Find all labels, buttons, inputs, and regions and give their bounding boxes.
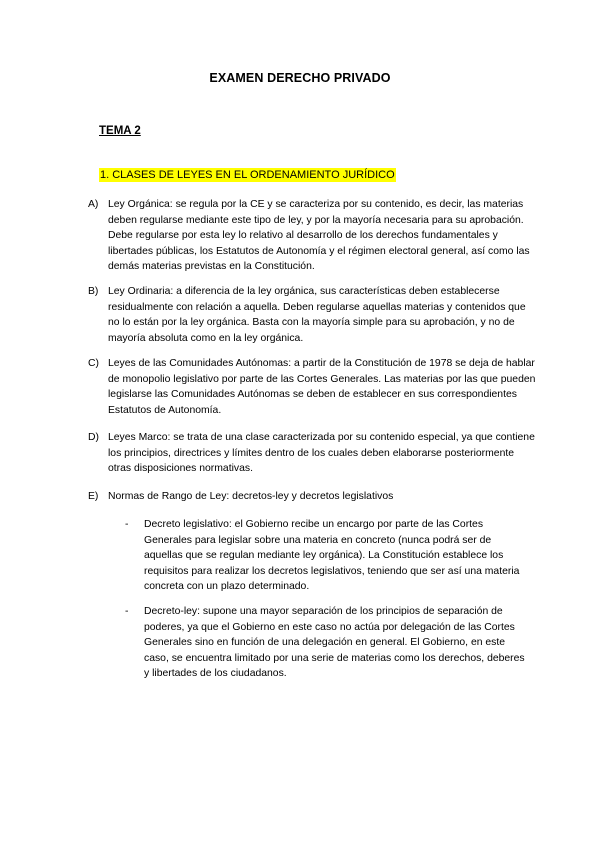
list-item-text: Leyes Marco: se trata de una clase caracterizada por su contenido especial, ya que contiene los principios, directrices y límites dentro de los cuales deben elaborarse posteriormente otras disposiciones normativas.: [108, 432, 535, 475]
list-item-a: [88, 197, 538, 275]
list-item-text: Leyes de las Comunidades Autónomas: a partir de la Constitución de 1978 se deja de hablar de monopolio legislativo por parte de las Cortes Generales. Las materias por las que pueden legislarse las Comunidades Autónomas se deben de establecer en sus correspondientes Estatutos de Autonomía.: [108, 358, 536, 416]
list-item-text: Ley Orgánica: se regula por la CE y se caracteriza por su contenido, es decir, las materias deben regularse mediante este tipo de ley, y por la mayoría necesaria para su aprobación. Debe regularse por esta ley lo relativo al desarrollo de los derechos fundamentales y libertades públicas, los Estatutos de Autonomía y el régimen electoral general, así como las demás materias previstas en la Constitución.: [108, 199, 530, 273]
list-item-d: [88, 430, 538, 477]
list-item-text: Normas de Rango de Ley: decretos-ley y decretos legislativos: [108, 491, 394, 502]
sublist-item-decreto-ley: [125, 604, 530, 682]
list-marker: E): [88, 491, 99, 502]
section-heading: 1. CLASES DE LEYES EN EL ORDENAMIENTO JURÍDICO: [100, 169, 395, 181]
list-item-c: [88, 356, 538, 418]
document-title: EXAMEN DERECHO PRIVADO: [209, 71, 391, 85]
sublist-item-text: Decreto-ley: supone una mayor separación de los principios de separación de poderes, ya que el Gobierno en este caso no actúa por delegación de las Cortes Generales sino en función de una delegación en general. El Gobierno, en este caso, se encuentra limitado por una serie de materias como los derechos, deberes y libertades de los ciudadanos.: [144, 606, 525, 680]
list-item-b: [88, 284, 538, 346]
list-item-e: [88, 489, 538, 505]
tema-heading: TEMA 2: [99, 125, 141, 137]
list-marker: A): [88, 199, 99, 210]
list-marker: C): [88, 358, 99, 369]
sublist-item-text: Decreto legislativo: el Gobierno recibe un encargo por parte de las Cortes Generales para legislar sobre una materia en concreto (nunca podrá ser de aquellas que se regulan mediante ley orgánica). La Constitución establece los requisitos para realizar los decretos legislativos, teniendo que ser así una materia concreta con un plazo determinado.: [144, 519, 520, 593]
sublist-item-decreto-legislativo: [125, 517, 530, 595]
list-marker: B): [88, 286, 99, 297]
sublist-marker: -: [125, 606, 129, 617]
list-item-text: Ley Ordinaria: a diferencia de la ley orgánica, sus características deben establecerse residualmente con relación a aquella. Deben regularse aquellas materias y contenidos que no lo están por la ley orgánica. Basta con la mayoría simple para su aprobación, y no de mayoría absoluta como en la ley orgánica.: [108, 286, 526, 344]
sublist-marker: -: [125, 519, 129, 530]
list-marker: D): [88, 432, 99, 443]
